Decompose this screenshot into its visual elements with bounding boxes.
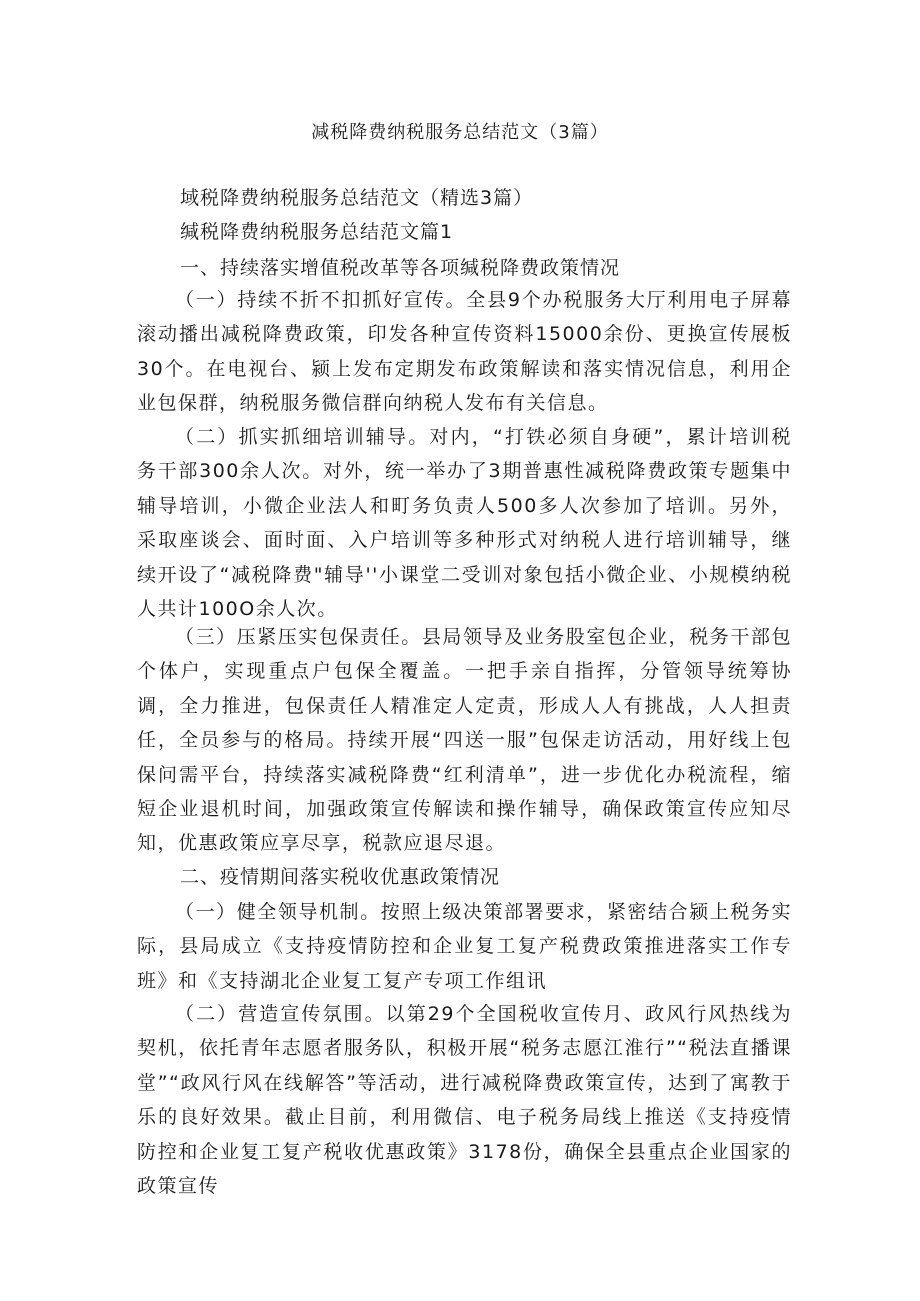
paragraph-publicity: （一）持续不折不扣抓好宣传。全县9个办税服务大厅利用电子屏幕滚动播出减税降费政策，印发各种宣传资料15000余份、更换宣传展板30个。在电视台、颍上发布定期发布政策解读和落实情况信息，利用企业包保群，纳税服务微信群向纳税人发布有关信息。 — [137, 289, 792, 415]
paragraph-responsibility: （三）压紧压实包保责任。县局领导及业务股室包企业，税务干部包个体户，实现重点户包保全覆盖。一把手亲自指挥，分管领导统筹协调，全力推进，包保责任人精准定人定责，形成人人有挑战，人人担责任，全员参与的格局。持续开展“四送一服”包保走访活动，用好线上包保问需平台，持续落实减税降费“红利清单”，进一步优化办税流程，缩短企业退机时间，加强政策宣传解读和操作辅导，确保政策宣传应知尽知，优惠政策应享尽享，税款应退尽退。 — [137, 626, 792, 855]
article-heading: 缄税降费纳税服务总结范文篇1 — [180, 221, 454, 243]
paragraph-leadership: （一）健全领导机制。按照上级决策部署要求，紧密结合颍上税务实际，县局成立《支持疫情防控和企业复工复产税费政策推进落实工作专班》和《支持湖北企业复工复产专项工作组讯 — [137, 901, 792, 992]
section-heading-1: 一、持续落实增值税改革等各项缄税降费政策情况 — [180, 257, 621, 279]
section-heading-2: 二、疫情期间落实税收优惠政策情况 — [180, 866, 501, 888]
paragraph-atmosphere: （二）营造宣传氛围。以第29个全国税收宣传月、政风行风热线为契机，依托青年志愿者服务队，积极开展“税务志愿江淮行”“税法直播课堂”“政风行风在线解答”等活动，进行减税降费政策宣传，达到了寓教于乐的良好效果。截止目前，利用微信、电子税务局线上推送《支持疫情防控和企业复工复产税收优惠政策》3178份，确保全县重点企业国家的政策宣传 — [137, 1003, 792, 1198]
document-subtitle: 域税降费纳税服务总结范文（精选3篇） — [180, 187, 534, 209]
paragraph-training: （二）抓实抓细培训辅导。对内，“打铁必须自身硬”，累计培训税务干部300余人次。对外，统一举办了3期普惠性减税降费政策专题集中辅导培训，小微企业法人和町务负责人500多人次参加了培训。另外，采取座谈会、面时面、入户培训等多种形式对纳税人进行培训辅导，继续开设了“减税降费"辅导''小课堂二受训对象包括小微企业、小规模纳税人共计100O余人次。 — [137, 426, 792, 621]
document-title: 减税降费纳税服务总结范文（3篇） — [311, 122, 609, 143]
